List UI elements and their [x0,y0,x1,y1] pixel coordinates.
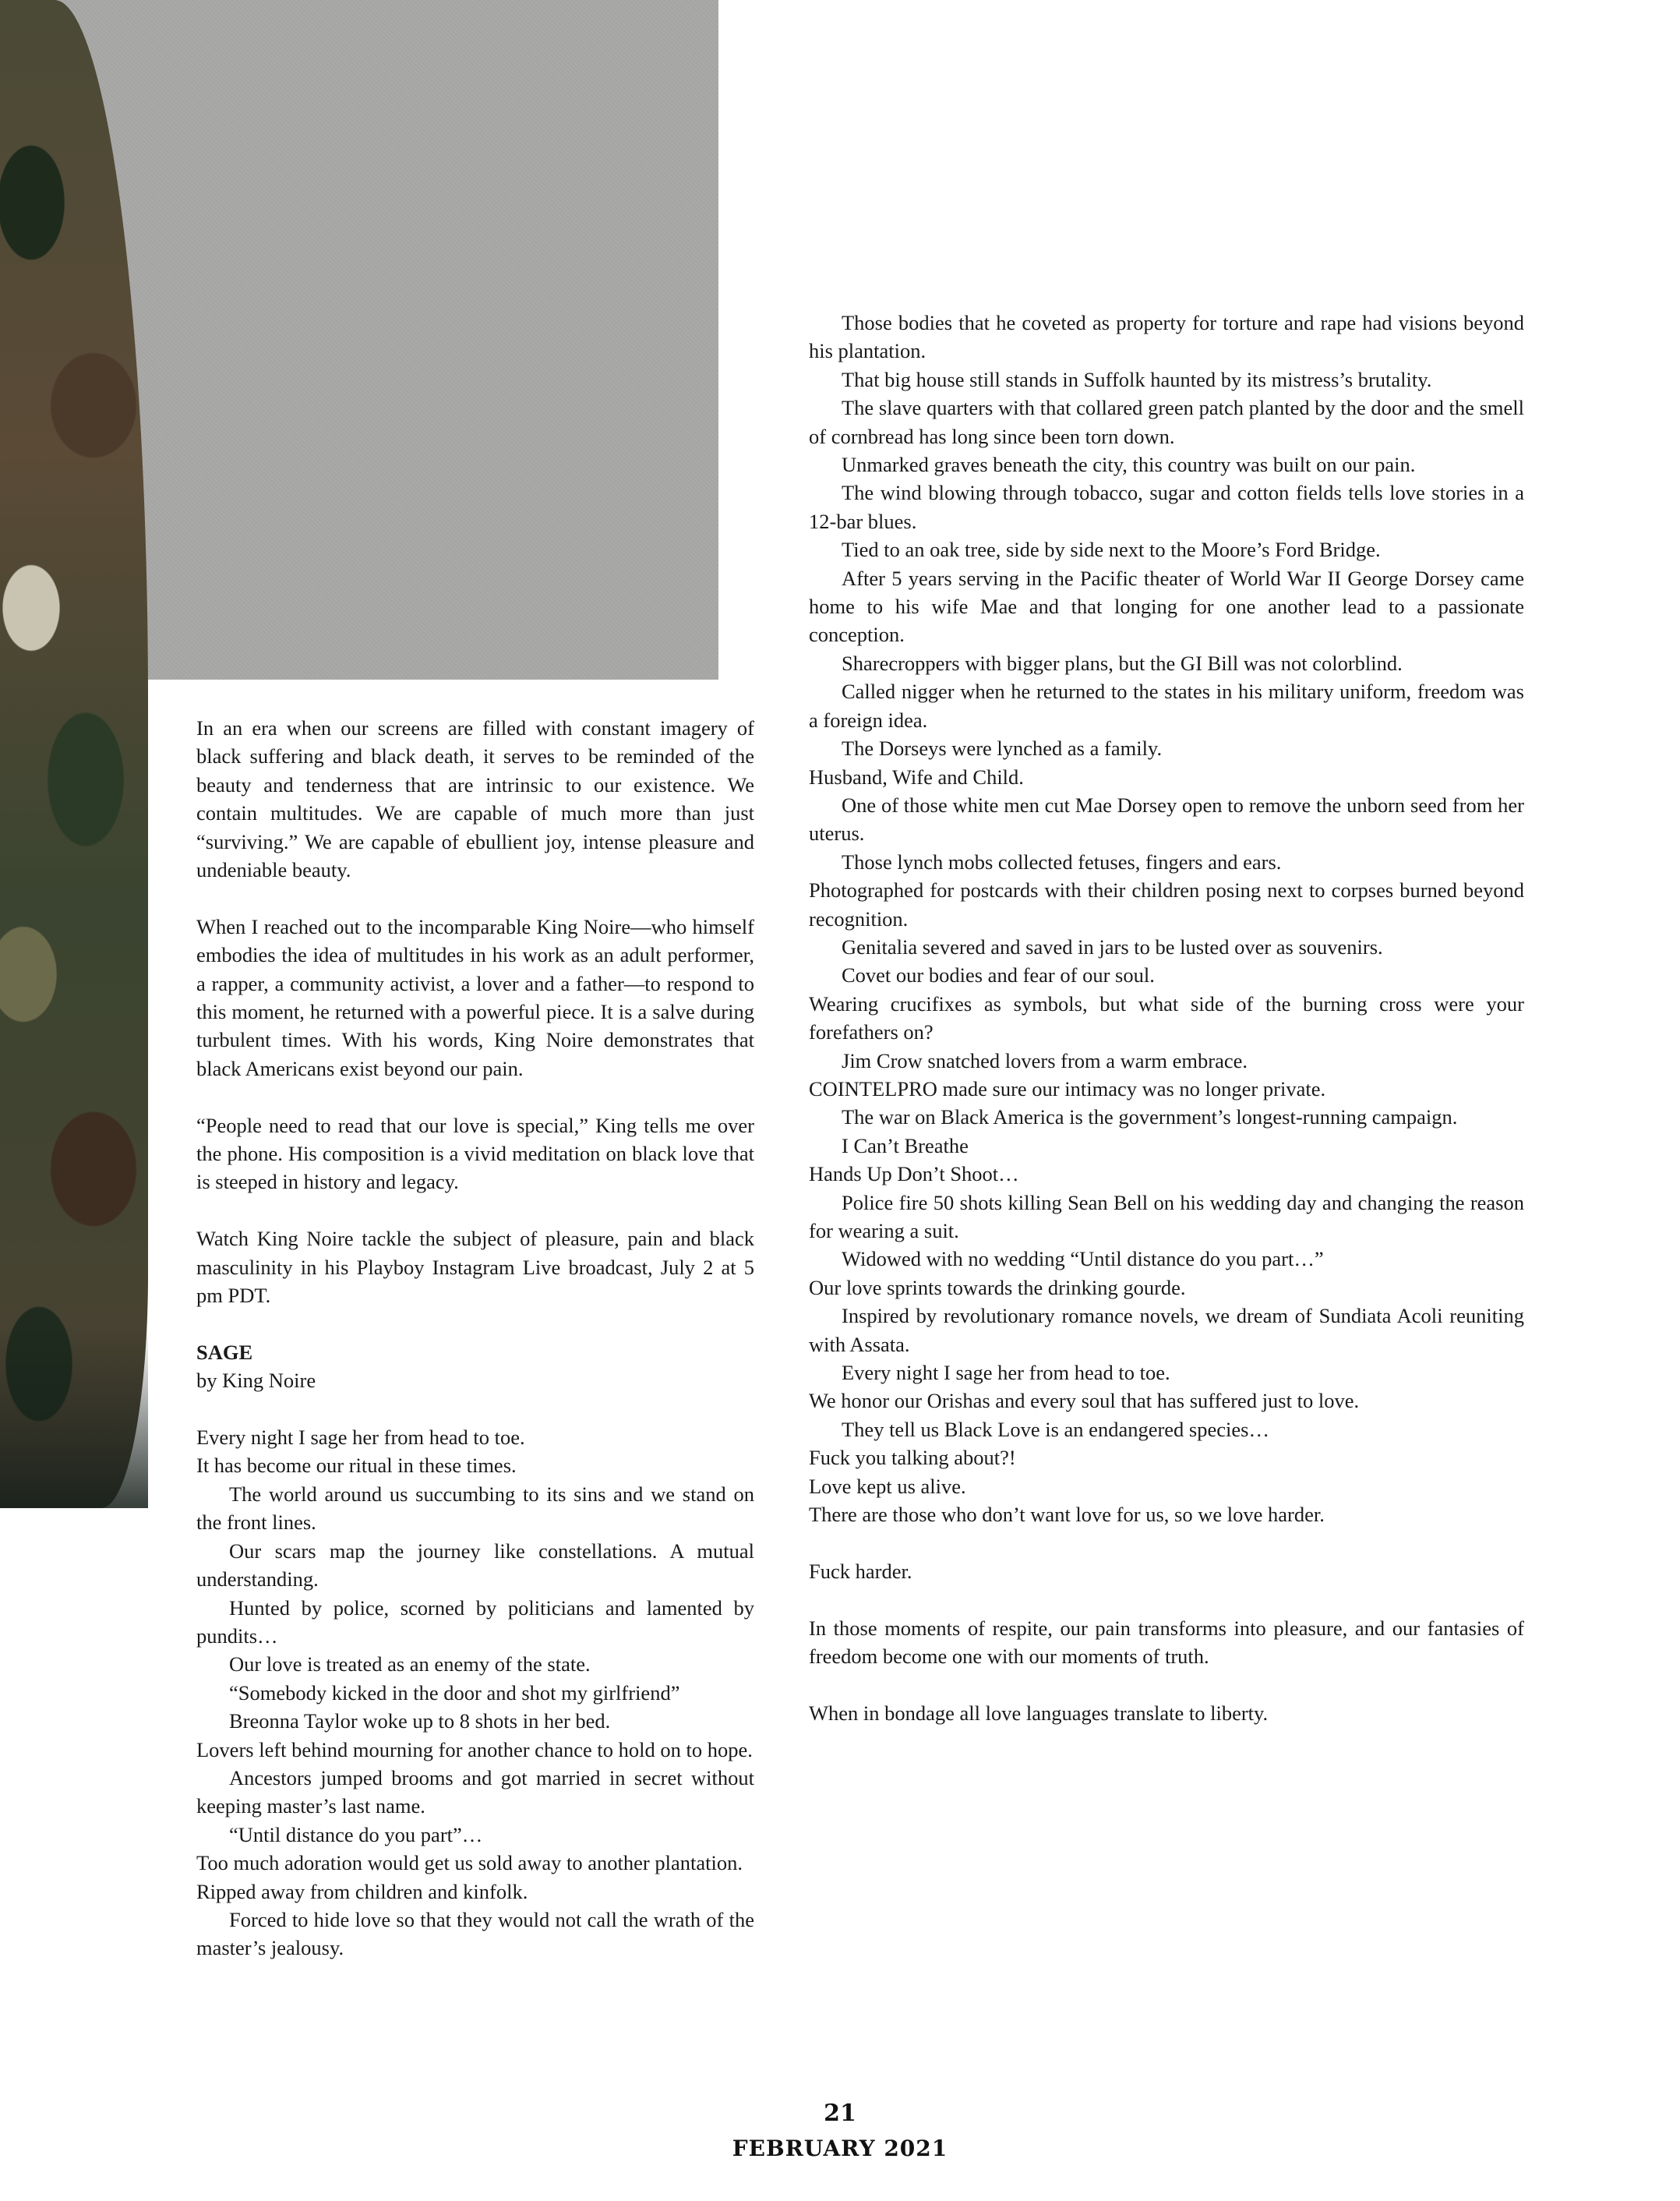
poem-line: Wearing crucifixes as symbols, but what side of the burning cross were your forefathers on? [809,991,1524,1044]
poem-line: We honor our Orishas and every soul that has suffered just to love. [809,1389,1360,1413]
poem-line: Forced to hide love so that they would not call the wrath of the master’s jealousy. [196,1907,754,1960]
poem-line: I Can’t Breathe [842,1133,969,1157]
poem-line: Husband, Wife and Child. [809,765,1024,789]
poem-line: Called nigger when he returned to the states in his military uniform, freedom was a foreign idea. [809,680,1524,732]
poem-line: It has become our ritual in these times. [196,1454,517,1478]
poem-line: One of those white men cut Mae Dorsey open to remove the unborn seed from her uterus. [809,793,1524,846]
poem-line: Sharecroppers with bigger plans, but the GI Bill was not colorblind. [842,651,1403,675]
poem-byline: by King Noire [196,1369,316,1393]
poem-line: After 5 years serving in the Pacific theater of World War II George Dorsey came home to his wife Mae and that longing for one another lead to a passionate conception. [809,566,1524,647]
poem-line: They tell us Black Love is an endangered species… [842,1417,1269,1441]
intro-paragraph: “People need to read that our love is special,” King tells me over the phone. His composition is a vivid meditation on black love that is steeped in history and legacy. [196,1113,754,1194]
left-column [196,714,754,1963]
poem-line: Our scars map the journey like constellations. A mutual understanding. [196,1539,754,1592]
poem-line: Lovers left behind mourning for another chance to hold on to hope. [196,1737,753,1761]
poem-line: Fuck you talking about?! [809,1446,1016,1470]
poem-line: Tied to an oak tree, side by side next to the Moore’s Ford Bridge. [842,538,1381,562]
poem-line: Hands Up Don’t Shoot… [809,1162,1019,1186]
poem-line: Ancestors jumped brooms and got married in secret without keeping master’s last name. [196,1765,754,1818]
poem-line: Police fire 50 shots killing Sean Bell on his wedding day and changing the reason for wearing a suit. [809,1190,1524,1242]
spacer [196,1395,754,1423]
poem-line: Every night I sage her from head to toe. [842,1361,1170,1385]
poem-line: Too much adoration would get us sold away to another plantation. [196,1851,743,1875]
poem-line: There are those who don’t want love for us, so we love harder. [809,1503,1325,1527]
poem-line: Those bodies that he coveted as property for torture and rape had visions beyond his plantation. [809,311,1524,363]
poem-title: SAGE [196,1340,253,1364]
photo-shadow [0,1325,148,1508]
poem-line: Widowed with no wedding “Until distance do you part…” [842,1247,1324,1271]
intro-paragraph: When I reached out to the incomparable King Noire—who himself embodies the idea of multitudes in his work as an adult performer, a rapper, a community activist, a lover and a father—to respond to this moment, he returned with a powerful piece. It is a salve during turbulent times. With his words, King Noire demonstrates that black Americans exist beyond our pain. [196,914,754,1080]
poem-line: Hunted by police, scorned by politicians and lamented by pundits… [196,1595,754,1648]
poem-line: Those lynch mobs collected fetuses, fingers and ears. [842,850,1282,874]
poem-line: In those moments of respite, our pain transforms into pleasure, and our fantasies of freedom become one with our moments of truth. [809,1616,1524,1669]
poem-line: The wind blowing through tobacco, sugar and cotton fields tells love stories in a 12-bar blues. [809,481,1524,533]
poem-line: Every night I sage her from head to toe. [196,1426,525,1450]
poem-line: COINTELPRO made sure our intimacy was no longer private. [809,1076,1326,1100]
poem-line: “Somebody kicked in the door and shot my girlfriend” [229,1680,680,1705]
poem-line: Our love sprints towards the drinking gourde. [809,1275,1186,1299]
poem-line: Covet our bodies and fear of our soul. [842,963,1155,987]
poem-right-lines [809,309,1524,1727]
intro-paragraph: Watch King Noire tackle the subject of pleasure, pain and black masculinity in his Playboy Instagram Live broadcast, July 2 at 5 pm PDT. [196,1227,754,1308]
poem-line: That big house still stands in Suffolk haunted by its mistress’s brutality. [842,367,1432,391]
poem-line: Breonna Taylor woke up to 8 shots in her bed. [229,1709,611,1733]
poem-line: The war on Black America is the government’s longest-running campaign. [842,1105,1458,1129]
poem-line: The world around us succumbing to its sins and we stand on the front lines. [196,1482,754,1535]
right-column [809,309,1524,1727]
poem-line: Unmarked graves beneath the city, this country was built on our pain. [842,453,1416,477]
poem-line: When in bondage all love languages translate to liberty. [809,1701,1269,1725]
issue-date: FEBRUARY 2021 [732,2136,948,2161]
poem-line: Our love is treated as an enemy of the state. [229,1652,591,1676]
poem-line: Jim Crow snatched lovers from a warm embrace. [842,1048,1248,1072]
poem-line: Genitalia severed and saved in jars to be lusted over as souvenirs. [842,934,1383,959]
intro-paragraph: In an era when our screens are filled with constant imagery of black suffering and black death, it serves to be reminded of the beauty and tenderness that are intrinsic to our existence. We contain multitudes. We are capable of much more than just “surviving.” We are capable of ebullient joy, intense pleasure and undeniable beauty. [196,716,754,882]
poem-line: “Until distance do you part”… [229,1822,483,1846]
poem-line: The slave quarters with that collared green patch planted by the door and the smell of cornbread has long since been torn down. [809,396,1524,448]
poem-line: Love kept us alive. [809,1474,966,1498]
poem-line: Inspired by revolutionary romance novels, we dream of Sundiata Acoli reuniting with Assata. [809,1304,1524,1356]
poem-line: The Dorseys were lynched as a family. [842,737,1163,761]
poem-line: Ripped away from children and kinfolk. [196,1879,528,1903]
page-number: 21 [824,2100,856,2127]
poem-left-lines [196,1423,754,1963]
poem-line: Fuck harder. [809,1559,912,1583]
poem-line: Photographed for postcards with their children posing next to corpses burned beyond recognition. [809,878,1524,931]
